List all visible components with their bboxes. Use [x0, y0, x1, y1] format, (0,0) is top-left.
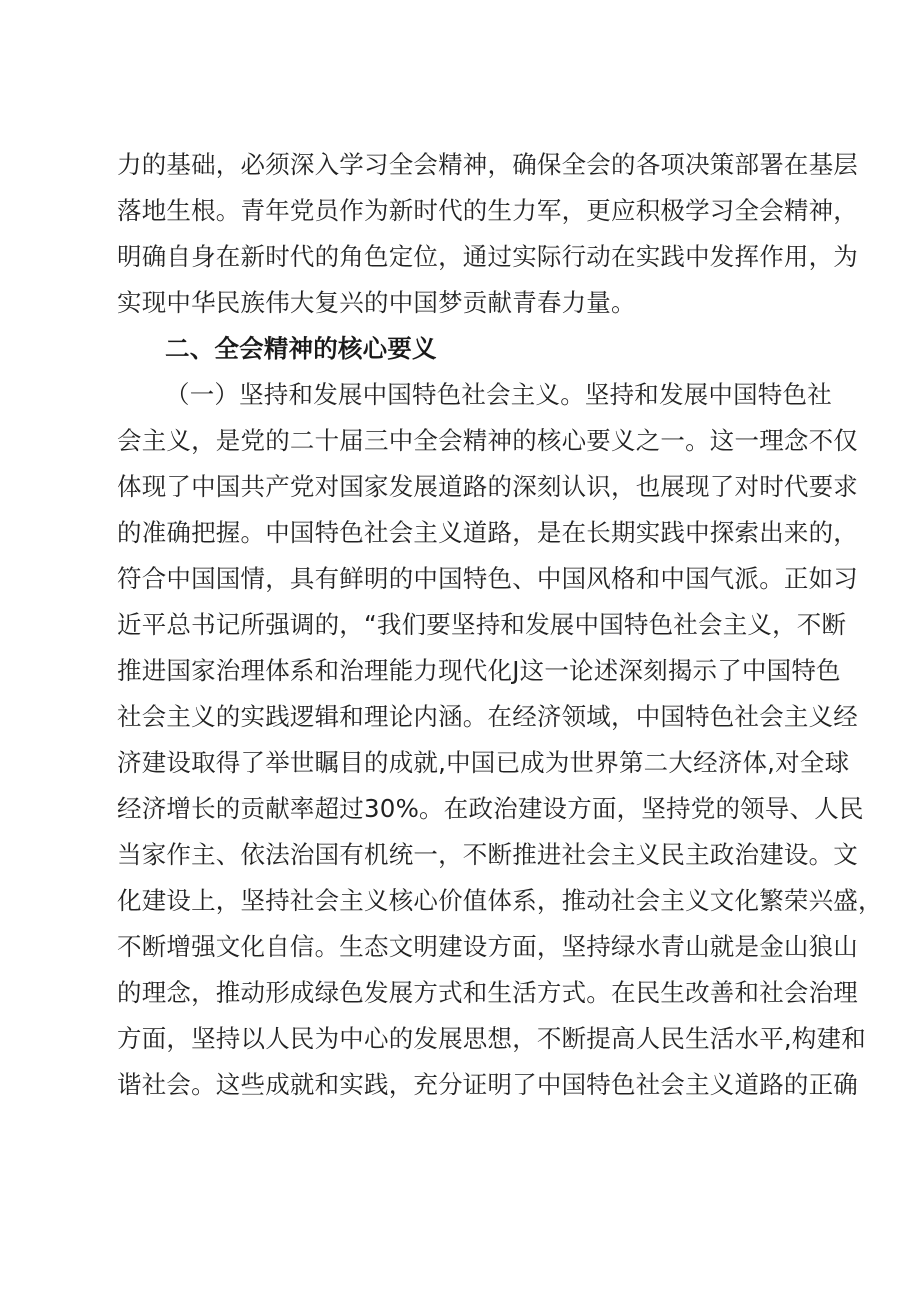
paragraph-line: 推进国家治理体系和治理能力现代化J这一论述深刻揭示了中国特色 — [117, 656, 841, 685]
paragraph-line: 明确自身在新时代的角色定位，通过实际行动在实践中发挥作用，为 — [117, 242, 858, 271]
paragraph-line: 的理念，推动形成绿色发展方式和生活方式。在民生改善和社会治理 — [117, 978, 858, 1007]
paragraph-line: 化建设上，坚持社会主义核心价值体系，推动社会主义文化繁荣兴盛， — [117, 886, 883, 915]
subsection-first-line: （一）坚持和发展中国特色社会主义。坚持和发展中国特色社 — [165, 380, 832, 409]
paragraph-line: 当家作主、依法治国有机统一，不断推进社会主义民主政治建设。文 — [117, 840, 858, 869]
paragraph-line: 谐社会。这些成就和实践，充分证明了中国特色社会主义道路的正确 — [117, 1070, 858, 1099]
paragraph-line: 不断增强文化自信。生态文明建设方面，坚持绿水青山就是金山狼山 — [117, 932, 858, 961]
paragraph-line: 济建设取得了举世瞩目的成就,中国已成为世界第二大经济体,对全球 — [117, 748, 850, 777]
paragraph-line: 体现了中国共产党对国家发展道路的深刻认识，也展现了对时代要求 — [117, 472, 858, 501]
paragraph-line: 方面，坚持以人民为中心的发展思想，不断提高人民生活水平,构建和 — [117, 1024, 866, 1053]
paragraph-line: 社会主义的实践逻辑和理论内涵。在经济领域，中国特色社会主义经 — [117, 702, 858, 731]
paragraph-line: 实现中华民族伟大复兴的中国梦贡献青春力量。 — [117, 288, 636, 317]
section-heading: 二、全会精神的核心要义 — [165, 334, 437, 363]
paragraph-line: 的准确把握。中国特色社会主义道路，是在长期实践中探索出来的， — [117, 518, 858, 547]
paragraph-line: 力的基础，必须深入学习全会精神，确保全会的各项决策部署在基层 — [117, 150, 858, 179]
paragraph-line: 落地生根。青年党员作为新时代的生力军，更应积极学习全会精神， — [117, 196, 858, 225]
paragraph-line: 会主义，是党的二十届三中全会精神的核心要义之一。这一理念不仅 — [117, 426, 858, 455]
paragraph-line: 近平总书记所强调的，“我们要坚持和发展中国特色社会主义，不断 — [117, 610, 847, 639]
paragraph-line: 符合中国国情，具有鲜明的中国特色、中国风格和中国气派。正如习 — [117, 564, 858, 593]
paragraph-line: 经济增长的贡献率超过30%。在政治建设方面，坚持党的领导、人民 — [117, 794, 864, 823]
